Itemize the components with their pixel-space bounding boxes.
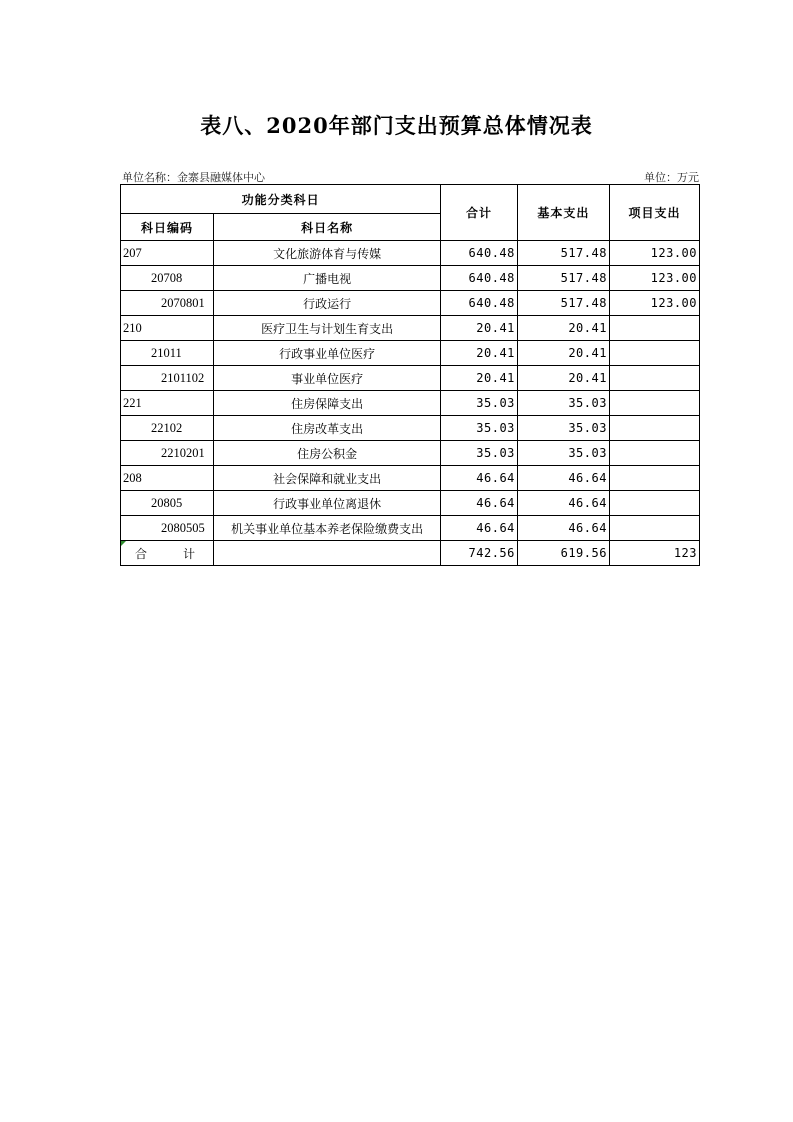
row-code: 208	[121, 466, 214, 491]
row-name: 社会保障和就业支出	[214, 466, 441, 491]
row-code: 20805	[121, 491, 214, 516]
row-total: 20.41	[441, 316, 518, 341]
row-project	[609, 441, 699, 466]
row-project: 123.00	[609, 241, 699, 266]
row-code: 207	[121, 241, 214, 266]
row-project	[609, 516, 699, 541]
row-basic: 517.48	[517, 291, 609, 316]
table-row	[121, 266, 700, 291]
page-title: 表八、2020年部门支出预算总体情况表	[200, 113, 593, 138]
row-name: 行政运行	[214, 291, 441, 316]
row-total: 640.48	[441, 291, 518, 316]
row-total: 35.03	[441, 391, 518, 416]
row-project	[609, 466, 699, 491]
table-row	[121, 341, 700, 366]
row-total: 20.41	[441, 366, 518, 391]
table-row	[121, 491, 700, 516]
total-name-cell	[214, 541, 441, 566]
row-code: 2070801	[121, 291, 214, 316]
row-total: 35.03	[441, 416, 518, 441]
row-name: 广播电视	[214, 266, 441, 291]
header-project: 项目支出	[609, 185, 699, 241]
row-name: 住房改革支出	[214, 416, 441, 441]
row-name: 文化旅游体育与传媒	[214, 241, 441, 266]
table-row	[121, 416, 700, 441]
table-row	[121, 516, 700, 541]
row-project: 123.00	[609, 291, 699, 316]
header-function-category: 功能分类科日	[121, 185, 441, 214]
row-total: 20.41	[441, 341, 518, 366]
cell-marker-icon	[121, 541, 126, 546]
row-project	[609, 416, 699, 441]
row-name: 行政事业单位离退休	[214, 491, 441, 516]
row-code: 21011	[121, 341, 214, 366]
header-basic: 基本支出	[517, 185, 609, 241]
row-project: 123.00	[609, 266, 699, 291]
row-name: 医疗卫生与计划生育支出	[214, 316, 441, 341]
row-code: 20708	[121, 266, 214, 291]
row-name: 事业单位医疗	[214, 366, 441, 391]
row-project	[609, 366, 699, 391]
row-total: 46.64	[441, 466, 518, 491]
row-basic: 35.03	[517, 416, 609, 441]
table-row	[121, 366, 700, 391]
row-basic: 35.03	[517, 391, 609, 416]
total-label: 合计	[135, 546, 232, 561]
header-code: 科日编码	[121, 214, 214, 241]
table-row	[121, 291, 700, 316]
row-code: 2080505	[121, 516, 214, 541]
row-total: 46.64	[441, 491, 518, 516]
row-total: 46.64	[441, 516, 518, 541]
row-basic: 20.41	[517, 366, 609, 391]
row-project	[609, 391, 699, 416]
total-project: 123	[609, 541, 699, 566]
row-total: 35.03	[441, 441, 518, 466]
row-basic: 20.41	[517, 341, 609, 366]
row-project	[609, 316, 699, 341]
row-project	[609, 341, 699, 366]
row-project	[609, 491, 699, 516]
row-code: 2210201	[121, 441, 214, 466]
row-basic: 46.64	[517, 516, 609, 541]
total-label-cell	[121, 541, 232, 566]
header-total: 合计	[441, 185, 518, 241]
table-row	[121, 441, 700, 466]
row-basic: 20.41	[517, 316, 609, 341]
row-name: 行政事业单位医疗	[214, 341, 441, 366]
table-row	[121, 316, 700, 341]
total-row	[121, 541, 700, 566]
currency-unit-label: 单位：万元	[644, 171, 699, 184]
row-name: 机关事业单位基本养老保险缴费支出	[214, 516, 441, 541]
row-name: 住房保障支出	[214, 391, 441, 416]
row-total: 640.48	[441, 266, 518, 291]
header-name: 科日名称	[214, 214, 441, 241]
row-basic: 517.48	[517, 266, 609, 291]
row-basic: 46.64	[517, 466, 609, 491]
row-basic: 517.48	[517, 241, 609, 266]
table-row	[121, 466, 700, 491]
row-basic: 35.03	[517, 441, 609, 466]
unit-name-label: 单位名称：金寨县融媒体中心	[122, 171, 265, 184]
total-total: 742.56	[441, 541, 518, 566]
row-name: 住房公积金	[214, 441, 441, 466]
row-total: 640.48	[441, 241, 518, 266]
row-code: 22102	[121, 416, 214, 441]
table-row	[121, 391, 700, 416]
row-basic: 46.64	[517, 491, 609, 516]
table-row	[121, 241, 700, 266]
row-code: 221	[121, 391, 214, 416]
row-code: 210	[121, 316, 214, 341]
row-code: 2101102	[121, 366, 214, 391]
total-basic: 619.56	[517, 541, 609, 566]
budget-table	[120, 184, 700, 566]
